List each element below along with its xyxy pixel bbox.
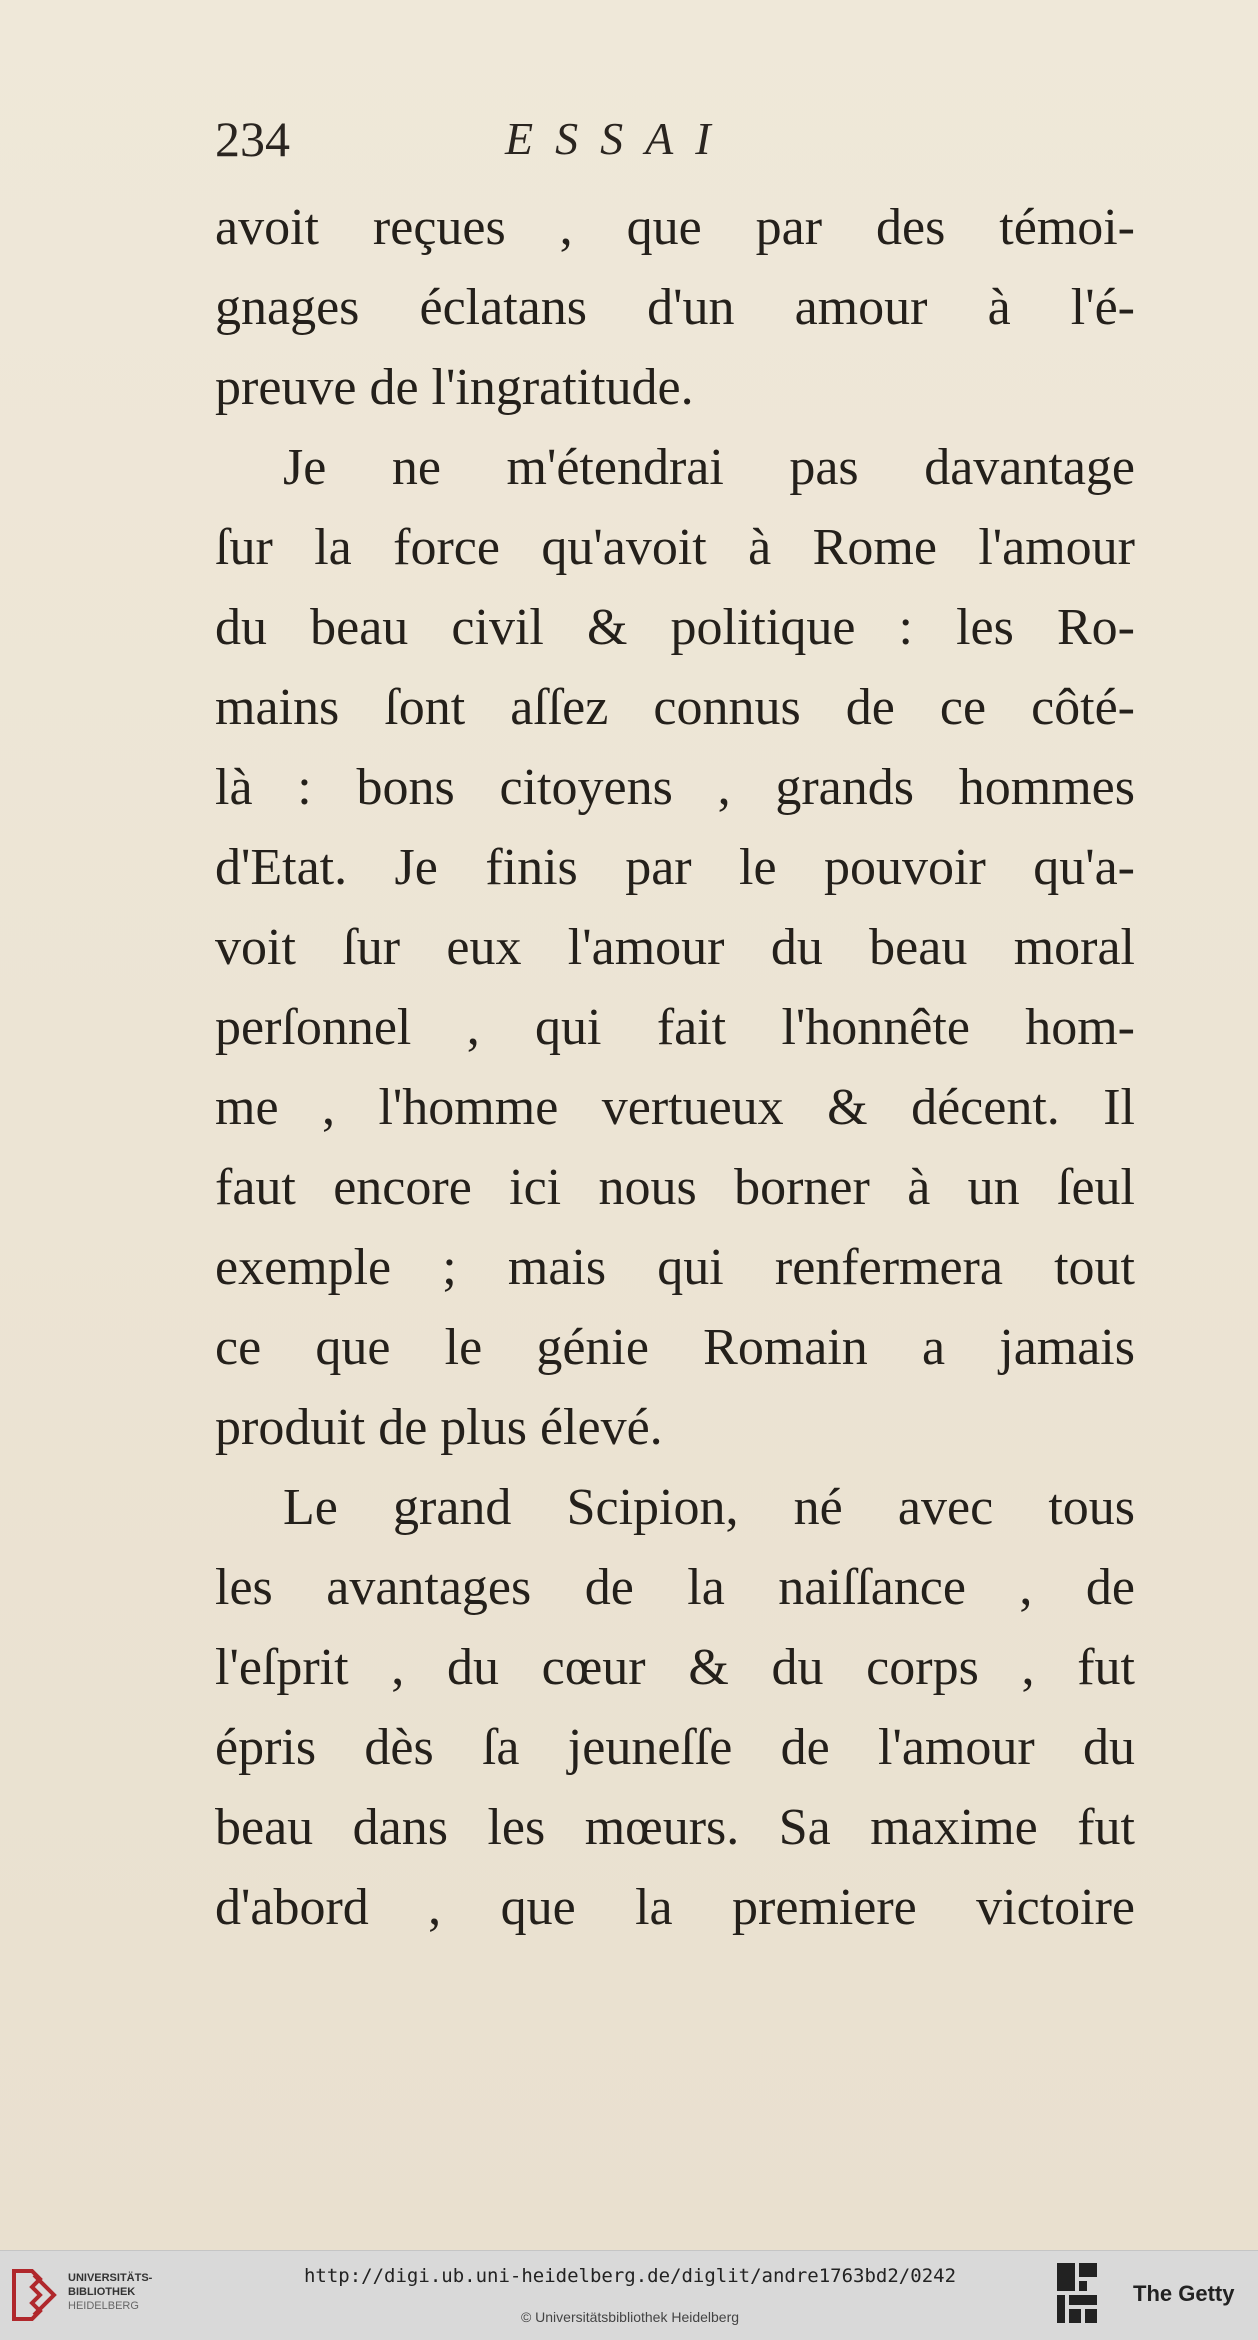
body-text: [215, 188, 1135, 1948]
text-line: avoit reçues , que par des témoi-: [215, 199, 1135, 256]
logo-line: HEIDELBERG: [68, 2300, 139, 2312]
ub-logo-icon: [10, 2265, 60, 2325]
logo-line: BIBLIOTHEK: [68, 2286, 136, 2298]
text-line: me , l'homme vertueux & décent. Il: [215, 1079, 1135, 1136]
text-line: ce que le génie Romain a jamais: [215, 1319, 1135, 1376]
text-line: mains ſont aſſez connus de ce côté-: [215, 679, 1135, 736]
text-line: là : bons citoyens , grands hommes: [215, 759, 1135, 816]
logo-line: UNIVERSITÄTS-: [68, 2272, 153, 2284]
text-line: faut encore ici nous borner à un ſeul: [215, 1159, 1135, 1216]
page-header: [215, 110, 1115, 180]
text-line: beau dans les mœurs. Sa maxime fut: [215, 1799, 1135, 1856]
text-line: les avantages de la naiſſance , de: [215, 1559, 1135, 1616]
getty-logo[interactable]: [1055, 2261, 1255, 2331]
text-line: exemple ; mais qui renfermera tout: [215, 1239, 1135, 1296]
text-line: perſonnel , qui fait l'honnête hom-: [215, 999, 1135, 1056]
text-line: épris dès ſa jeuneſſe de l'amour du: [215, 1719, 1135, 1776]
getty-label: The Getty: [1133, 2281, 1235, 2306]
permalink-url[interactable]: http://digi.ub.uni-heidelberg.de/diglit/andre1763bd2/0242: [303, 2265, 957, 2287]
getty-logo-icon: [1055, 2261, 1099, 2327]
running-head: ESSAI: [505, 113, 733, 164]
text-line: produit de plus élevé.: [215, 1399, 663, 1456]
viewer-footer: [0, 2250, 1258, 2340]
text-line: du beau civil & politique : les Ro-: [215, 599, 1135, 656]
text-line: Le grand Scipion, né avec tous: [283, 1479, 1135, 1536]
text-line: d'abord , que la premiere victoire: [215, 1879, 1135, 1936]
text-line: preuve de l'ingratitude.: [215, 359, 694, 416]
text-line: Je ne m'étendrai pas davantage: [283, 439, 1135, 496]
text-line: l'eſprit , du cœur & du corps , fut: [215, 1639, 1135, 1696]
page-number: 234: [215, 111, 290, 167]
text-line: d'Etat. Je finis par le pouvoir qu'a-: [215, 839, 1135, 896]
text-line: ſur la force qu'avoit à Rome l'amour: [215, 519, 1135, 576]
copyright-notice: © Universitätsbibliothek Heidelberg: [520, 2309, 740, 2325]
text-line: voit ſur eux l'amour du beau moral: [215, 919, 1135, 976]
text-line: gnages éclatans d'un amour à l'é-: [215, 279, 1135, 336]
ub-heidelberg-logo[interactable]: [10, 2265, 170, 2327]
